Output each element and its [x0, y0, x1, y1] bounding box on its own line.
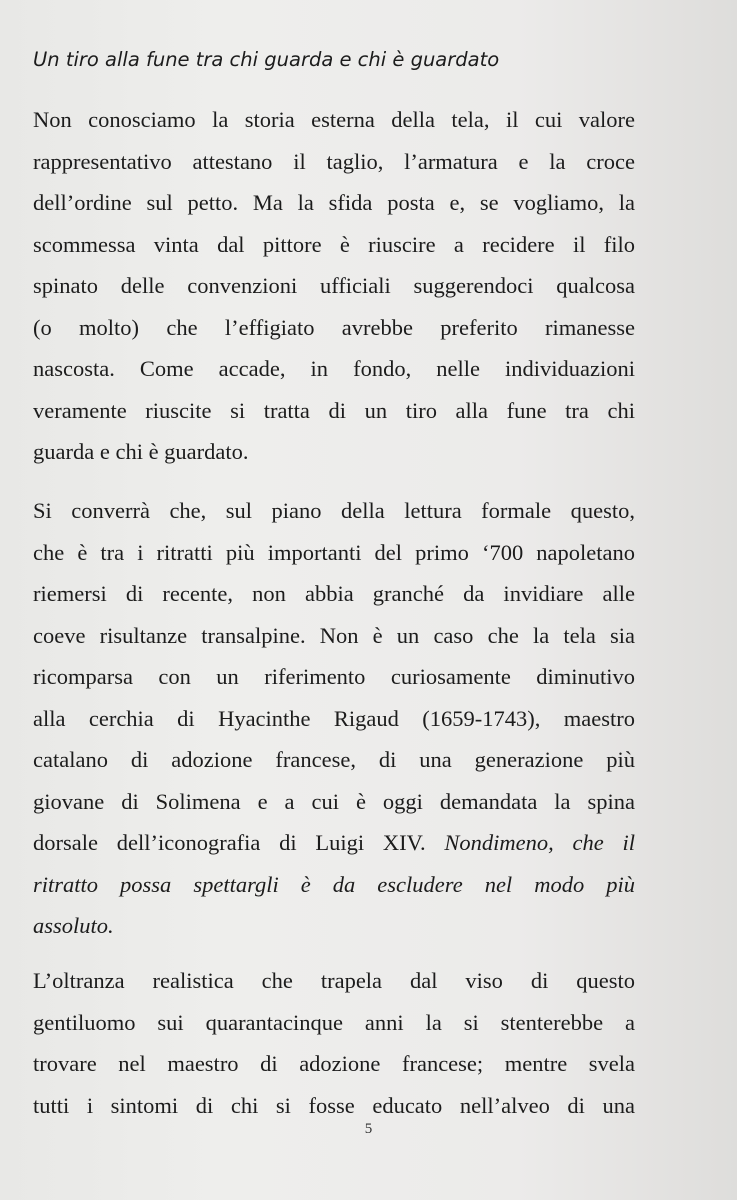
paragraph-1: [33, 99, 635, 473]
text-line: scommessa vinta dal pittore è riuscire a recidere il filo: [33, 231, 635, 257]
text-line: guarda e chi è guardato.: [33, 439, 249, 464]
text-line: catalano di adozione francese, di una generazione più: [33, 747, 635, 772]
text-line: giovane di Solimena e a cui è oggi demandata la spina: [33, 788, 635, 814]
text-line: (o molto) che l’effigiato avrebbe preferito rimanesse: [33, 314, 635, 340]
text-line: Si converrà che, sul piano della lettura formale questo,: [33, 498, 635, 523]
text-line: spinato delle convenzioni ufficiali suggerendoci qualcosa: [33, 273, 635, 298]
text-line: coeve risultanze transalpine. Non è un caso che la tela sia: [33, 622, 635, 648]
text-line-mixed: [33, 822, 635, 864]
text-segment: dorsale dell’iconografia di Luigi XIV.: [33, 830, 426, 855]
text-line: nascosta. Come accade, in fondo, nelle individuazioni: [33, 356, 635, 381]
section-heading: Un tiro alla fune tra chi guarda e chi è guardato: [33, 48, 500, 71]
text-line: trovare nel maestro di adozione francese; mentre svela: [33, 1051, 635, 1076]
text-line: alla cerchia di Hyacinthe Rigaud (1659-1743), maestro: [33, 705, 635, 731]
text-line: L’oltranza realistica che trapela dal viso di questo: [33, 968, 635, 993]
italic-line: assoluto.: [33, 913, 114, 938]
italic-line: ritratto possa spettargli è da escludere nel modo più: [33, 871, 635, 897]
paragraph-3: [33, 960, 635, 1126]
text-line: tutti i sintomi di chi si fosse educato nell’alveo di una: [33, 1092, 635, 1118]
text-line: gentiluomo sui quarantacinque anni la si stenterebbe a: [33, 1009, 635, 1035]
text-line: riemersi di recente, non abbia granché da invidiare alle: [33, 581, 635, 606]
italic-segment: Nondimeno, che il: [444, 830, 635, 855]
text-line: ricomparsa con un riferimento curiosamente diminutivo: [33, 664, 635, 689]
text-line: che è tra i ritratti più importanti del primo ‘700 napoletano: [33, 539, 635, 565]
text-line: veramente riuscite si tratta di un tiro alla fune tra chi: [33, 397, 635, 423]
page-number: 5: [364, 1121, 373, 1137]
paragraph-2: [33, 490, 635, 947]
text-line: dell’ordine sul petto. Ma la sfida posta e, se vogliamo, la: [33, 190, 635, 215]
text-line: Non conosciamo la storia esterna della tela, il cui valore: [33, 107, 635, 132]
text-line: rappresentativo attestano il taglio, l’armatura e la croce: [33, 148, 635, 174]
